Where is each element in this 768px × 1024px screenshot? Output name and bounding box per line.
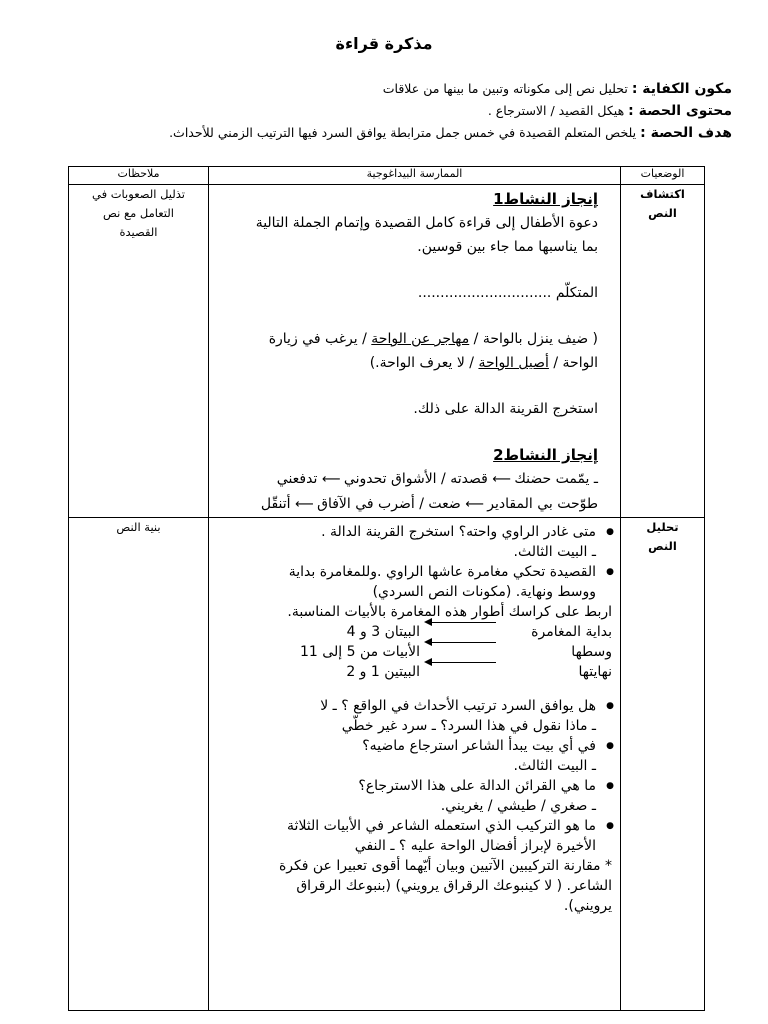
arrow-left-icon [426, 622, 496, 642]
mapping-verses: الأبيات من 5 إلى 11 [300, 644, 420, 660]
option-text: / لا يعرف الواحة.) [369, 355, 479, 371]
option-text: ( ضيف ينزل بالواحة / [469, 331, 598, 347]
phrase: تدفعني [276, 471, 318, 487]
table-row [69, 518, 705, 1011]
phrase: أضرب في الآفاق [317, 496, 415, 512]
activity2-heading: إنجاز النشاط2 [493, 446, 598, 464]
header-wadiyat: الوضعيات [621, 167, 705, 185]
meta-kafaa [32, 80, 732, 98]
question-continuation: ووسط ونهاية. (مكونات النص السردي) [372, 584, 596, 600]
note-cell [69, 185, 209, 518]
arrow-left-icon [426, 662, 496, 682]
separator: / [419, 496, 424, 512]
mapping-row [229, 662, 612, 682]
header-mulahazat: ملاحظات [69, 167, 209, 185]
mapping-stage: نهايتها [578, 664, 612, 680]
question-item: ● ما هي القرائن الدالة على هذا الاسترجاع؟ [229, 776, 612, 796]
practice-cell [209, 518, 621, 1011]
question-item: ● ما هو التركيب الذي استعمله الشاعر في الأبيات الثلاثة [229, 816, 612, 836]
activity1-heading: إنجاز النشاط1 [493, 190, 598, 208]
phrase: طوّحت بي المقادير [487, 496, 598, 512]
header-mumarasa: الممارسة البيداغوجية [209, 167, 621, 185]
note-text: بنية النص [116, 520, 161, 534]
mapping-row [229, 642, 612, 662]
activity1-line: دعوة الأطفال إلى قراءة كامل القصيدة وإتمام الجملة التالية [255, 215, 598, 231]
table-header-row [69, 167, 705, 185]
arrow-left-icon: ⟵ [465, 497, 483, 512]
activity1-line: المتكلّم .............................. [417, 285, 598, 301]
meta-kafaa-value: تحليل نص إلى مكوناته وتبين ما بينها من علاقات [382, 81, 628, 96]
option-text: الواحة / [548, 355, 598, 371]
meta-muhtawa [32, 102, 732, 120]
activity1-line: بما يناسبها مما جاء بين قوسين. [417, 239, 598, 255]
arrow-left-icon: ⟵ [295, 497, 313, 512]
lesson-table [68, 166, 705, 1011]
meta-hadaf-value: يلخص المتعلم القصيدة في خمس جمل مترابطة يوافق السرد فيها الترتيب الزمني للأحداث. [169, 125, 637, 140]
wadiya-cell [621, 518, 705, 1011]
answer-line: ـ البيت الثالث. [513, 758, 596, 774]
table-row [69, 185, 705, 518]
page-title: مذكرة قراءة [335, 34, 433, 53]
activity2-row [215, 467, 598, 492]
mapping-stage: وسطها [571, 644, 612, 660]
phrase: ضعت [428, 496, 461, 512]
answer-line: ـ البيت الثالث. [513, 544, 596, 560]
wadiya-label: اكتشاف النص [640, 187, 685, 220]
mapping-row [229, 622, 612, 642]
meta-hadaf-label: هدف الحصة : [640, 125, 732, 141]
arrow-left-icon: ⟵ [321, 472, 340, 487]
wadiya-cell [621, 185, 705, 518]
question-item: ● القصيدة تحكي مغامرة عاشها الراوي .وللمغامرة بداية [229, 562, 612, 582]
arrow-left-icon: ⟵ [492, 472, 510, 487]
answer-line: ـ ماذا نقول في هذا السرد؟ ـ سرد غير خطّي [341, 718, 596, 734]
activity2-row [215, 492, 598, 517]
comparison-line: الشاعر. ( لا كينبوعك الرقراق يرويني) (بنبوعك الرقراق [296, 878, 612, 894]
answer-line: ـ صغري / طيشي / يغريني. [440, 798, 596, 814]
meta-muhtawa-label: محتوى الحصة : [628, 103, 732, 119]
meta-hadaf [32, 124, 732, 142]
phrase: ـ يمّمت حضنك [514, 471, 598, 487]
note-cell [69, 518, 209, 1011]
separator: / [441, 471, 446, 487]
comparison-line: يرويني). [563, 898, 612, 914]
question-item: ● في أي بيت يبدأ الشاعر استرجاع ماضيه؟ [229, 736, 612, 756]
option-underlined: مهاجر عن الواحة [371, 331, 470, 347]
meta-kafaa-label: مكون الكفاية : [631, 81, 732, 97]
wadiya-label: تحليل النص [646, 520, 679, 553]
activity1-line: استخرج القرينة الدالة على ذلك. [413, 401, 598, 417]
question-continuation: الأخيرة لإبراز أفضال الواحة عليه ؟ ـ النفي [354, 838, 596, 854]
question-item: ● متى غادر الراوي واحته؟ استخرج القرينة الدالة . [229, 522, 612, 542]
phrase: أتنقّل [260, 496, 291, 512]
option-text: / يرغب في زيارة [268, 331, 372, 347]
mapping-verses: البيتين 1 و 2 [346, 664, 420, 680]
instruction-line: اربط على كراسك أطوار هذه المغامرة بالأبيات المناسبة. [287, 604, 612, 620]
practice-cell [209, 185, 621, 518]
note-text: تذليل الصعوبات في التعامل مع نص القصيدة [91, 187, 185, 239]
question-item: ● هل يوافق السرد ترتيب الأحداث في الواقع ؟ ـ لا [229, 696, 612, 716]
meta-muhtawa-value: هيكل القصيد / الاسترجاع . [487, 103, 625, 118]
arrow-left-icon [426, 642, 496, 662]
mapping-verses: البيتان 3 و 4 [346, 624, 420, 640]
mapping-stage: بداية المغامرة [531, 624, 612, 640]
option-underlined: أصيل الواحة [478, 355, 549, 371]
comparison-line: * مقارنة التركيبين الآتيين وبيان أيّهما أقوى تعبيرا عن فكرة [278, 858, 612, 874]
phrase: الأشواق تحدوني [343, 471, 437, 487]
activity1-options [215, 351, 598, 375]
activity1-options [215, 327, 598, 351]
phrase: قصدته [450, 471, 488, 487]
